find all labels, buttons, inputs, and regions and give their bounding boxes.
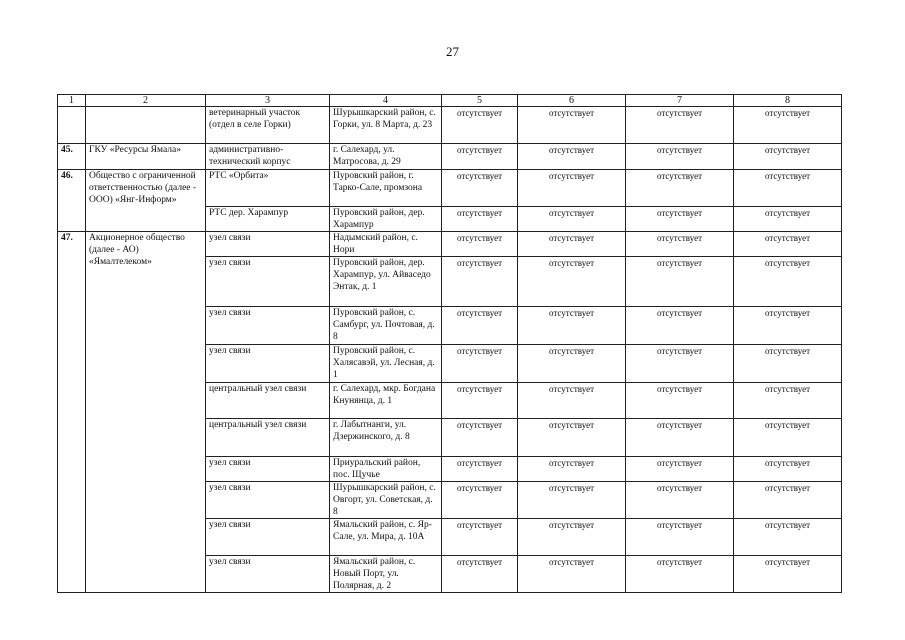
header-row — [58, 95, 842, 107]
status-cell: отсутствует — [518, 307, 626, 345]
status-cell: отсутствует — [626, 257, 734, 307]
status-cell: отсутствует — [626, 556, 734, 593]
status-cell: отсутствует — [626, 419, 734, 457]
address-cell: г. Лабытнанги, ул. Дзержинского, д. 8 — [330, 419, 442, 457]
facility-cell: ветеринарный участок (отдел в селе Горки) — [206, 107, 330, 144]
status-cell: отсутствует — [626, 144, 734, 170]
status-cell: отсутствует — [734, 457, 842, 482]
organization-cell: Акционерное общество (далее - АО) «Ямалтелеком» — [86, 232, 206, 593]
status-cell: отсутствует — [734, 383, 842, 419]
status-cell: отсутствует — [442, 383, 518, 419]
row-number-cell: 45. — [58, 144, 86, 170]
status-cell: отсутствует — [626, 307, 734, 345]
address-cell: Ямальский район, с. Новый Порт, ул. Полярная, д. 2 — [330, 556, 442, 593]
status-cell: отсутствует — [442, 345, 518, 383]
column-header: 1 — [58, 95, 86, 107]
facility-cell: РТС «Орбита» — [206, 170, 330, 207]
status-cell: отсутствует — [518, 556, 626, 593]
table-row — [58, 144, 842, 170]
address-cell: г. Салехард, ул. Матросова, д. 29 — [330, 144, 442, 170]
status-cell: отсутствует — [734, 419, 842, 457]
facility-cell: узел связи — [206, 457, 330, 482]
status-cell: отсутствует — [518, 383, 626, 419]
facility-cell: центральный узел связи — [206, 419, 330, 457]
column-header: 3 — [206, 95, 330, 107]
status-cell: отсутствует — [518, 482, 626, 519]
status-cell: отсутствует — [518, 144, 626, 170]
status-cell: отсутствует — [626, 383, 734, 419]
address-cell: Пуровский район, с. Самбург, ул. Почтовая, д. 8 — [330, 307, 442, 345]
status-cell: отсутствует — [626, 482, 734, 519]
column-header: 7 — [626, 95, 734, 107]
status-cell: отсутствует — [734, 232, 842, 257]
status-cell: отсутствует — [626, 519, 734, 556]
organization-cell: ГКУ «Ресурсы Ямала» — [86, 144, 206, 170]
table-row — [58, 107, 842, 144]
status-cell: отсутствует — [626, 207, 734, 232]
address-cell: Пуровский район, с. Халясавэй, ул. Лесная, д. 1 — [330, 345, 442, 383]
column-header: 5 — [442, 95, 518, 107]
status-cell: отсутствует — [518, 419, 626, 457]
status-cell: отсутствует — [518, 519, 626, 556]
status-cell: отсутствует — [442, 307, 518, 345]
column-header: 8 — [734, 95, 842, 107]
status-cell: отсутствует — [734, 482, 842, 519]
row-number-cell: 47. — [58, 232, 86, 593]
table-row — [58, 170, 842, 207]
status-cell: отсутствует — [442, 457, 518, 482]
row-number-cell — [58, 107, 86, 144]
status-cell: отсутствует — [442, 107, 518, 144]
status-cell: отсутствует — [518, 207, 626, 232]
status-cell: отсутствует — [626, 170, 734, 207]
facility-cell: узел связи — [206, 307, 330, 345]
status-cell: отсутствует — [442, 232, 518, 257]
status-cell: отсутствует — [734, 144, 842, 170]
address-cell: Пуровский район, г. Тарко-Сале, промзона — [330, 170, 442, 207]
facility-cell: центральный узел связи — [206, 383, 330, 419]
status-cell: отсутствует — [734, 556, 842, 593]
status-cell: отсутствует — [734, 345, 842, 383]
status-cell: отсутствует — [734, 207, 842, 232]
status-cell: отсутствует — [518, 107, 626, 144]
address-cell: Шурышкарский район, с. Горки, ул. 8 Марта, д. 23 — [330, 107, 442, 144]
status-cell: отсутствует — [626, 345, 734, 383]
status-cell: отсутствует — [442, 207, 518, 232]
facility-cell: узел связи — [206, 345, 330, 383]
address-cell: Приуральский район, пос. Щучье — [330, 457, 442, 482]
address-cell: Пуровский район, дер. Харампур, ул. Айваседо Энтак, д. 1 — [330, 257, 442, 307]
status-cell: отсутствует — [442, 419, 518, 457]
status-cell: отсутствует — [442, 170, 518, 207]
status-cell: отсутствует — [518, 232, 626, 257]
status-cell: отсутствует — [518, 170, 626, 207]
status-cell: отсутствует — [734, 257, 842, 307]
status-cell: отсутствует — [442, 257, 518, 307]
address-cell: Ямальский район, с. Яр-Сале, ул. Мира, д. 10А — [330, 519, 442, 556]
address-cell: Надымский район, с. Нори — [330, 232, 442, 257]
facility-cell: узел связи — [206, 519, 330, 556]
facility-cell: административно-технический корпус — [206, 144, 330, 170]
status-cell: отсутствует — [518, 457, 626, 482]
status-cell: отсутствует — [442, 519, 518, 556]
column-header: 4 — [330, 95, 442, 107]
status-cell: отсутствует — [626, 232, 734, 257]
status-cell: отсутствует — [626, 107, 734, 144]
status-cell: отсутствует — [442, 556, 518, 593]
organization-cell: Общество с ограниченной ответственностью (далее - ООО) «Янг-Информ» — [86, 170, 206, 232]
facility-cell: узел связи — [206, 556, 330, 593]
address-cell: г. Салехард, мкр. Богдана Кнунянца, д. 1 — [330, 383, 442, 419]
facility-cell: узел связи — [206, 232, 330, 257]
facility-cell: узел связи — [206, 482, 330, 519]
status-cell: отсутствует — [442, 144, 518, 170]
organization-cell — [86, 107, 206, 144]
column-header: 2 — [86, 95, 206, 107]
address-cell: Шурышкарский район, с. Овгорт, ул. Советская, д. 8 — [330, 482, 442, 519]
row-number-cell: 46. — [58, 170, 86, 232]
facilities-table — [57, 94, 842, 593]
status-cell: отсутствует — [734, 519, 842, 556]
status-cell: отсутствует — [518, 257, 626, 307]
facility-cell: узел связи — [206, 257, 330, 307]
facility-cell: РТС дер. Харампур — [206, 207, 330, 232]
status-cell: отсутствует — [442, 482, 518, 519]
column-header: 6 — [518, 95, 626, 107]
status-cell: отсутствует — [734, 107, 842, 144]
table-row — [58, 232, 842, 257]
status-cell: отсутствует — [734, 307, 842, 345]
status-cell: отсутствует — [734, 170, 842, 207]
address-cell: Пуровский район, дер. Харампур — [330, 207, 442, 232]
status-cell: отсутствует — [626, 457, 734, 482]
status-cell: отсутствует — [518, 345, 626, 383]
page-number: 27 — [446, 44, 459, 59]
